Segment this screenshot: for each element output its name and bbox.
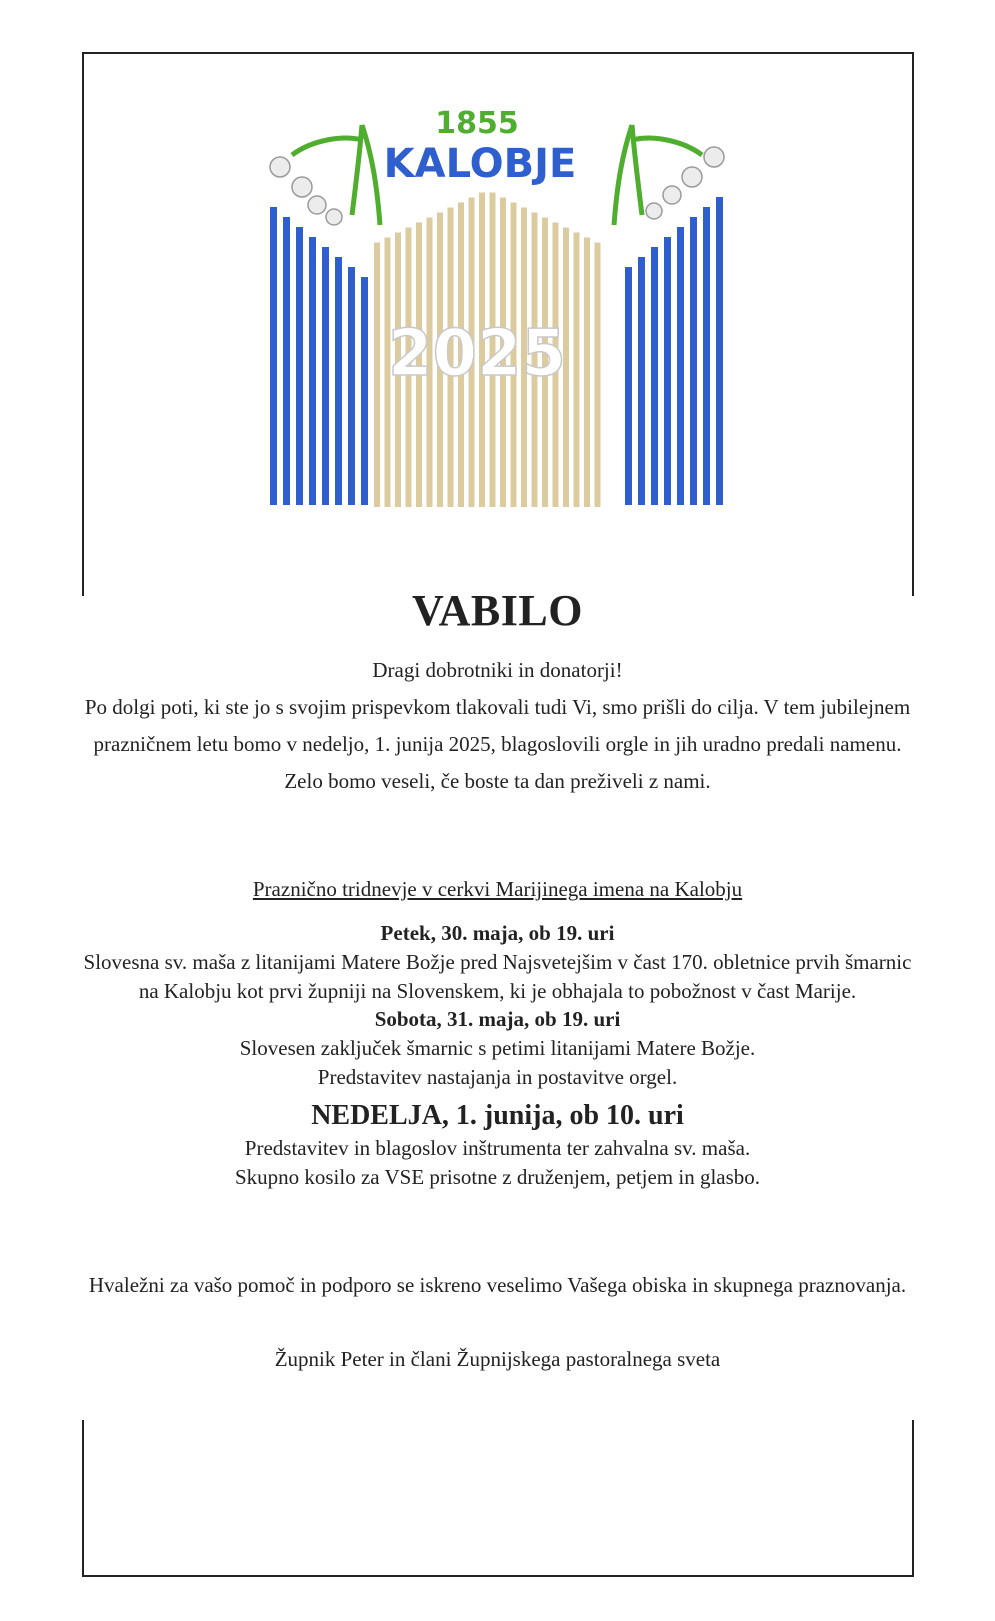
intro-line-2: Po dolgi poti, ki ste jo s svojim prispevkom tlakovali tudi Vi, smo prišli do cilja. V tem jubilejnem <box>84 695 911 719</box>
blue-pipe <box>651 247 658 505</box>
blue-pipe <box>270 207 277 505</box>
blue-pipe <box>348 267 355 505</box>
sunday-date: NEDELJA, 1. junija, ob 10. uri <box>311 1100 684 1131</box>
blue-pipes-left <box>270 207 368 505</box>
intro-line-4: Zelo bomo veseli, če boste ta dan preživeli z nami. <box>284 769 711 793</box>
decorative-frame-bottom <box>82 1420 914 1577</box>
signature: Župnik Peter in člani Župnijskega pastoralnega sveta <box>274 1347 721 1371</box>
blue-pipe <box>322 247 329 505</box>
blue-pipe <box>664 237 671 505</box>
friday-text-1: Slovesna sv. maša z litanijami Matere Božje pred Najsvetejšim v čast 170. obletnice prvih šmarnic <box>83 950 912 974</box>
intro-line-3: prazničnem letu bomo v nedeljo, 1. junija 2025, blagoslovili orgle in jih uradno predali namenu. <box>93 732 902 756</box>
blue-pipe <box>690 217 697 505</box>
saturday-date: Sobota, 31. maja, ob 19. uri <box>374 1007 621 1031</box>
page-title: VABILO <box>412 586 583 635</box>
blue-pipe <box>677 227 684 505</box>
blue-pipe <box>716 197 723 505</box>
logo-year-top: 1855 <box>435 106 519 141</box>
logo-place: KALOBJE <box>383 141 577 187</box>
closing-text: Hvaležni za vašo pomoč in podporo se iskreno veselimo Vašega obiska in skupnega praznovanja. <box>88 1273 907 1297</box>
gold-pipe <box>374 243 380 508</box>
gold-pipe <box>574 233 580 508</box>
program-heading: Praznično tridnevje v cerkvi Marijinega imena na Kalobju <box>252 877 743 901</box>
intro-greeting: Dragi dobrotniki in donatorji! <box>372 658 623 682</box>
blue-pipes-right <box>625 197 723 505</box>
blue-pipe <box>283 217 290 505</box>
saturday-text-2: Predstavitev nastajanja in postavitve orgel. <box>317 1065 678 1089</box>
sunday-text-1: Predstavitev in blagoslov inštrumenta ter zahvalna sv. maša. <box>244 1136 751 1160</box>
friday-text-2: na Kalobju kot prvi župniji na Slovenskem, ki je obhajala to pobožnost v čast Marije. <box>138 979 857 1003</box>
logo-year-center: 2025 <box>387 317 567 391</box>
gold-pipe <box>595 243 601 508</box>
saturday-text-1: Slovesen zaključek šmarnic s petimi litanijami Matere Božje. <box>239 1036 756 1060</box>
sunday-text-2: Skupno kosilo za VSE prisotne z druženjem, petjem in glasbo. <box>234 1165 761 1189</box>
blue-pipe <box>296 227 303 505</box>
blue-pipe <box>309 237 316 505</box>
blue-pipe <box>703 207 710 505</box>
blue-pipe <box>335 257 342 505</box>
organ-logo <box>262 95 732 535</box>
lily-bells-left <box>270 157 342 225</box>
lily-bells-right <box>646 147 724 219</box>
blue-pipe <box>625 267 632 505</box>
gold-pipe <box>584 238 590 508</box>
blue-pipe <box>638 257 645 505</box>
blue-pipe <box>361 277 368 505</box>
friday-date: Petek, 30. maja, ob 19. uri <box>380 921 615 945</box>
